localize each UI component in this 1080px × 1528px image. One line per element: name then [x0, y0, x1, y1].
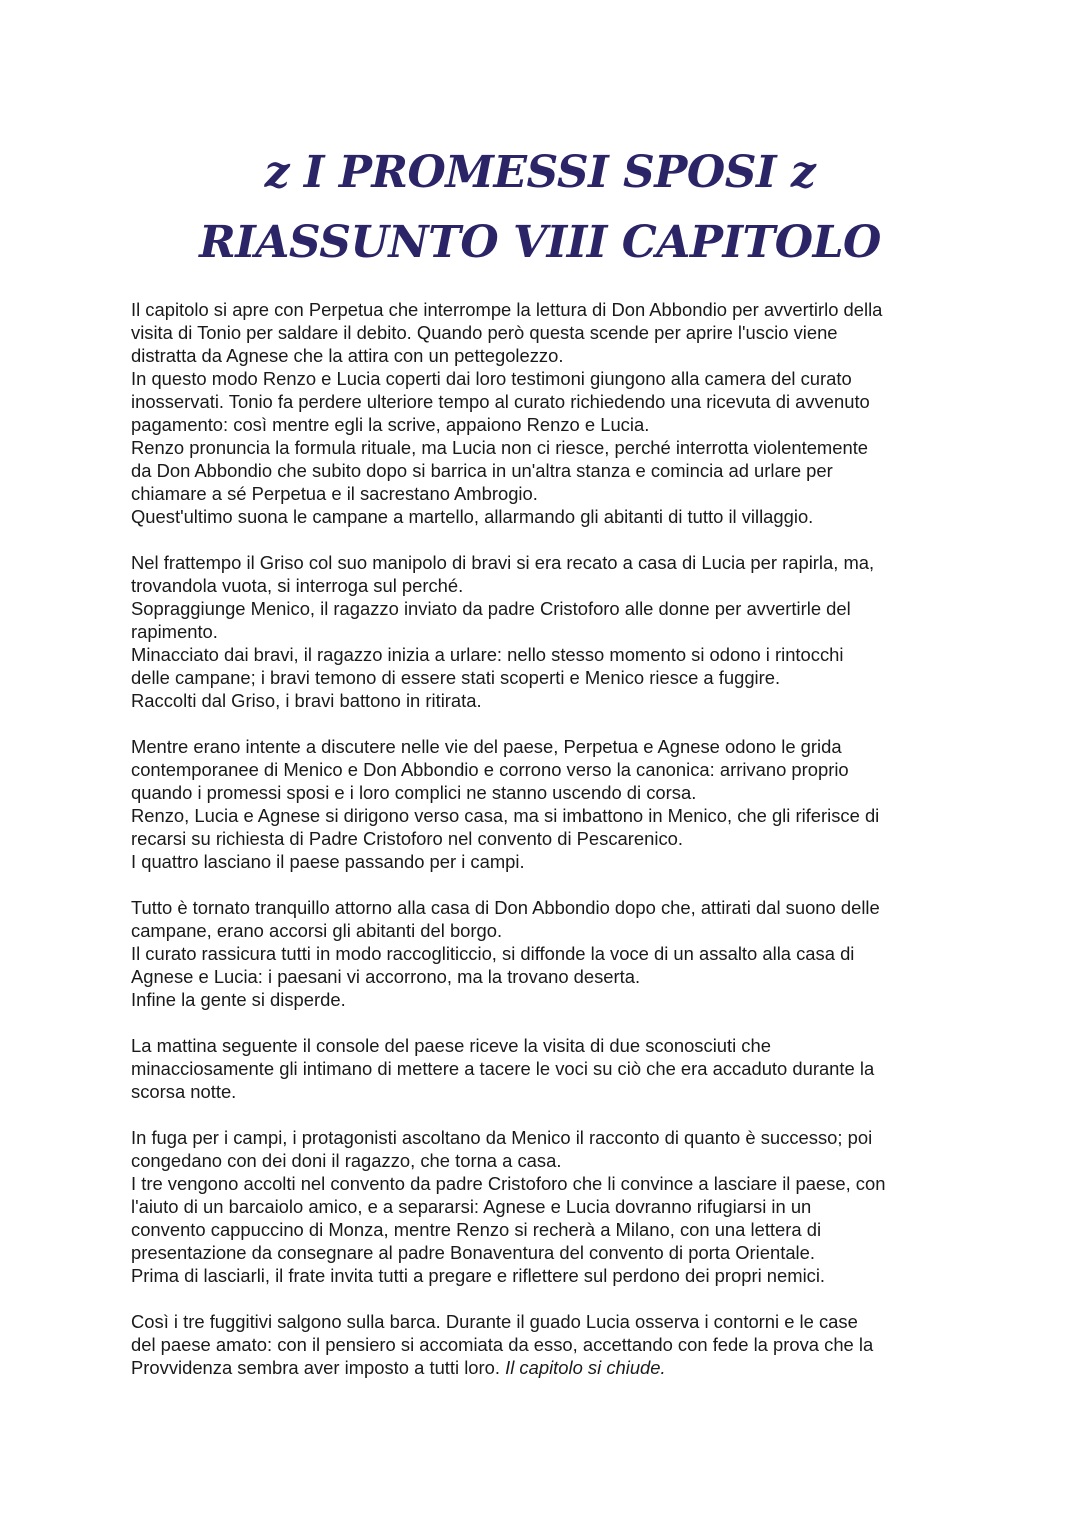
text-line: contemporanee di Menico e Don Abbondio e corrono verso la canonica: arrivano proprio: [131, 759, 849, 780]
text-line: Tutto è tornato tranquillo attorno alla casa di Don Abbondio dopo che, attirati dal suono delle: [131, 897, 880, 918]
paragraph: [131, 1126, 961, 1287]
paragraph: [131, 1034, 961, 1103]
paragraph: [131, 735, 961, 873]
text-line: l'aiuto di un barcaiolo amico, e a separarsi: Agnese e Lucia dovranno rifugiarsi in un: [131, 1196, 812, 1217]
text-line: da Don Abbondio che subito dopo si barrica in un'altra stanza e comincia ad urlare per: [131, 460, 833, 481]
text-line: delle campane; i bravi temono di essere stati scoperti e Menico riesce a fuggire.: [131, 667, 781, 688]
paragraph: [131, 298, 961, 528]
text-line: trovandola vuota, si interroga sul perché.: [131, 575, 464, 596]
text-line: recarsi su richiesta di Padre Cristoforo nel convento di Pescarenico.: [131, 828, 683, 849]
text-line: scorsa notte.: [131, 1081, 237, 1102]
summary-body: [131, 298, 961, 1402]
text-line: presentazione da consegnare al padre Bonaventura del convento di porta Orientale.: [131, 1242, 815, 1263]
document-title: z I PROMESSI SPOSI z: [264, 147, 816, 198]
text-line: Prima di lasciarli, il frate invita tutti a pregare e riflettere sul perdono dei propri nemici.: [131, 1265, 826, 1286]
text-line: Renzo, Lucia e Agnese si dirigono verso casa, ma si imbattono in Menico, che gli riferisce di: [131, 805, 880, 826]
text-line: del paese amato: con il pensiero si accomiata da esso, accettando con fede la prova che la: [131, 1334, 874, 1355]
closing-remark: Il capitolo si chiude.: [505, 1357, 666, 1378]
title-block: [0, 138, 1080, 278]
text-line: Minacciato dai bravi, il ragazzo inizia a urlare: nello stesso momento si odono i rintocchi: [131, 644, 844, 665]
text-line: I quattro lasciano il paese passando per i campi.: [131, 851, 525, 872]
text-line: distratta da Agnese che la attira con un pettegolezzo.: [131, 345, 564, 366]
text-line: Il capitolo si apre con Perpetua che interrompe la lettura di Don Abbondio per avvertirlo della: [131, 299, 883, 320]
document-subtitle: RIASSUNTO VIII CAPITOLO: [199, 217, 881, 268]
text-line: congedano con dei doni il ragazzo, che torna a casa.: [131, 1150, 562, 1171]
text-line: campane, erano accorsi gli abitanti del borgo.: [131, 920, 503, 941]
text-line: rapimento.: [131, 621, 218, 642]
text-line: Così i tre fuggitivi salgono sulla barca. Durante il guado Lucia osserva i contorni e le case: [131, 1311, 858, 1332]
text-line: Quest'ultimo suona le campane a martello, allarmando gli abitanti di tutto il villaggio.: [131, 506, 814, 527]
text-line: Mentre erano intente a discutere nelle vie del paese, Perpetua e Agnese odono le grida: [131, 736, 842, 757]
text-line: convento cappuccino di Monza, mentre Renzo si recherà a Milano, con una lettera di: [131, 1219, 822, 1240]
text-line: In questo modo Renzo e Lucia coperti dai loro testimoni giungono alla camera del curato: [131, 368, 852, 389]
text-line: inosservati. Tonio fa perdere ulteriore tempo al curato richiedendo una ricevuta di avvenuto: [131, 391, 870, 412]
text-line: quando i promessi sposi e i loro complici ne stanno uscendo di corsa.: [131, 782, 697, 803]
text-line: Agnese e Lucia: i paesani vi accorrono, ma la trovano deserta.: [131, 966, 641, 987]
text-line: La mattina seguente il console del paese riceve la visita di due sconosciuti che: [131, 1035, 771, 1056]
paragraph: [131, 1310, 961, 1379]
text-line: Sopraggiunge Menico, il ragazzo inviato da padre Cristoforo alle donne per avvertirle del: [131, 598, 851, 619]
paragraph: [131, 551, 961, 712]
text-line: visita di Tonio per saldare il debito. Quando però questa scende per aprire l'uscio viene: [131, 322, 838, 343]
text-line: Renzo pronuncia la formula rituale, ma Lucia non ci riesce, perché interrotta violentemente: [131, 437, 869, 458]
text-line: Provvidenza sembra aver imposto a tutti loro. Il capitolo si chiude.: [131, 1357, 666, 1378]
text-line: Raccolti dal Griso, i bravi battono in ritirata.: [131, 690, 482, 711]
text-line: Il curato rassicura tutti in modo raccogliticcio, si diffonde la voce di un assalto alla casa di: [131, 943, 855, 964]
text-line: pagamento: così mentre egli la scrive, appaiono Renzo e Lucia.: [131, 414, 650, 435]
text-line: In fuga per i campi, i protagonisti ascoltano da Menico il racconto di quanto è successo; poi: [131, 1127, 873, 1148]
text-line: Infine la gente si disperde.: [131, 989, 346, 1010]
text-line: chiamare a sé Perpetua e il sacrestano Ambrogio.: [131, 483, 538, 504]
text-line: I tre vengono accolti nel convento da padre Cristoforo che li convince a lasciare il paese, con: [131, 1173, 886, 1194]
paragraph: [131, 896, 961, 1011]
text-line: Nel frattempo il Griso col suo manipolo di bravi si era recato a casa di Lucia per rapirla, ma,: [131, 552, 875, 573]
text-line: minacciosamente gli intimano di mettere a tacere le voci su ciò che era accaduto durante la: [131, 1058, 875, 1079]
